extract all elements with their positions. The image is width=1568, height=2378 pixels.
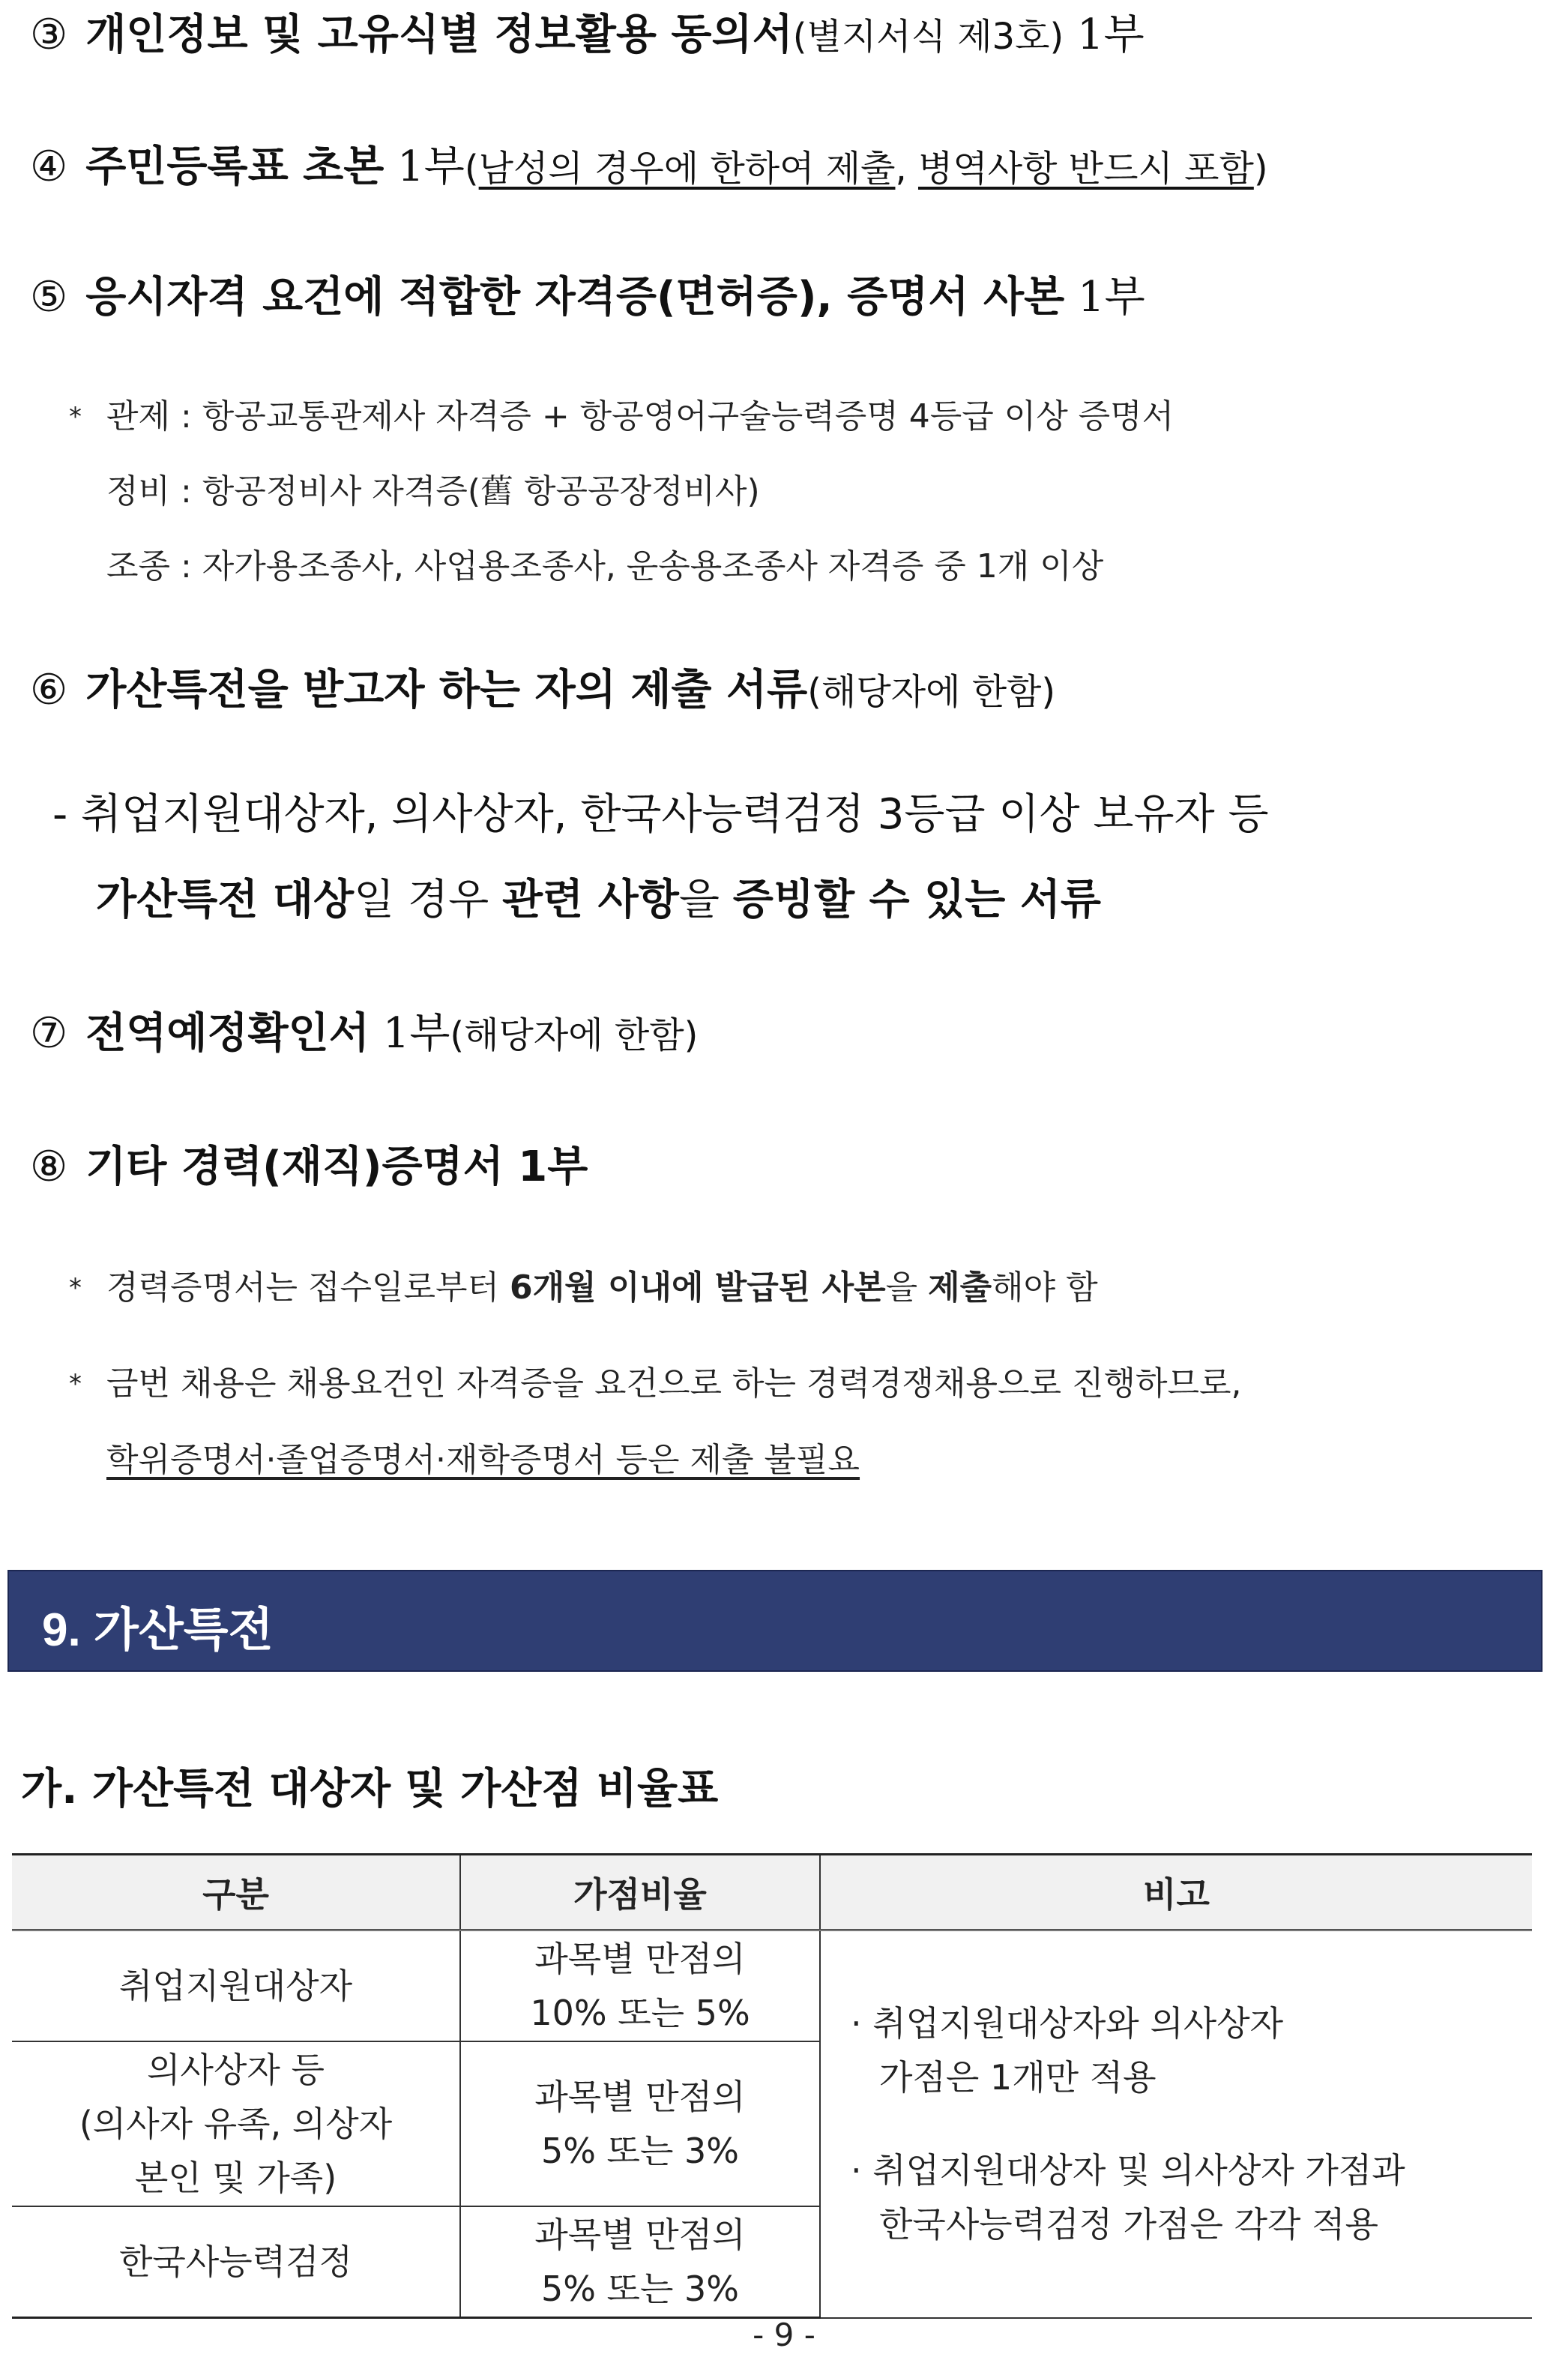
item-number: ⑧ bbox=[30, 1143, 68, 1191]
item-note-underlined: 남성의 경우에 한하여 제출 bbox=[478, 148, 896, 190]
item-title: 가산특전을 받고자 하는 자의 제출 서류 bbox=[85, 666, 808, 714]
page-number: - 9 - bbox=[753, 2317, 815, 2353]
detail-emphasis: 관련 사항 bbox=[501, 876, 679, 924]
subsection-title: 가. 가산특전 대상자 및 가산점 비율표 bbox=[21, 1765, 719, 1813]
item-count: 1부 bbox=[1064, 10, 1145, 59]
detail-text: 일 경우 bbox=[354, 876, 502, 924]
item-note-sep: , bbox=[895, 148, 918, 190]
detail-emphasis: 가산특전 대상 bbox=[96, 876, 355, 924]
note-emphasis: 6개월 이내에 발급된 사본 bbox=[510, 1268, 886, 1307]
item-note-open: ( bbox=[464, 148, 479, 190]
item-title: 기타 경력(재직)증명서 1부 bbox=[85, 1143, 588, 1191]
item-number: ⑦ bbox=[30, 1009, 68, 1058]
rate-cell bbox=[460, 2041, 820, 2206]
item-7 bbox=[30, 1008, 698, 1062]
note-text: 관제 : 항공교통관제사 자격증 + 항공영어구술능력증명 4등급 이상 증명서 bbox=[106, 397, 1175, 436]
category-cell bbox=[12, 1930, 460, 2042]
item-count: 1부 bbox=[1064, 273, 1145, 322]
cell-line: 취업지원대상자 bbox=[118, 1966, 353, 2006]
note-text: 해야 함 bbox=[992, 1268, 1098, 1307]
item-4 bbox=[30, 141, 1268, 195]
cell-line: 한국사능력검정 bbox=[118, 2242, 353, 2282]
detail-text: 을 bbox=[678, 876, 733, 924]
category-cell bbox=[12, 2041, 460, 2206]
note-career-cert bbox=[69, 1267, 1098, 1309]
cell-line: 본인 및 가족) bbox=[134, 2158, 337, 2198]
rate-cell bbox=[460, 1930, 820, 2042]
item-note-close: ) bbox=[1253, 148, 1268, 190]
remark-line: · 취업지원대상자와 의사상자 bbox=[851, 2003, 1284, 2044]
asterisk-mark: * bbox=[69, 1273, 82, 1303]
cell-line: 의사상자 등 bbox=[147, 2050, 325, 2090]
item-note: (해당자에 한함) bbox=[807, 671, 1056, 713]
item-title: 개인정보 및 고유식별 정보활용 동의서 bbox=[85, 10, 793, 59]
item-number: ③ bbox=[30, 10, 68, 59]
note-text: 경력증명서는 접수일로부터 bbox=[106, 1268, 510, 1307]
item-8 bbox=[30, 1141, 588, 1193]
item-5 bbox=[30, 271, 1145, 324]
item-note: (별지서식 제3호) bbox=[792, 16, 1064, 58]
asterisk-mark: * bbox=[69, 402, 82, 432]
table-row bbox=[12, 1930, 1532, 2042]
asterisk-mark: * bbox=[69, 1369, 82, 1399]
cell-line: (의사자 유족, 의상자 bbox=[79, 2104, 393, 2144]
item-title: 전역예정확인서 bbox=[85, 1009, 370, 1058]
item-note-underlined: 병역사항 반드시 포함 bbox=[917, 148, 1254, 190]
item-count: 1부 bbox=[369, 1009, 450, 1058]
note-text: 금번 채용은 채용요건인 자격증을 요건으로 하는 경력경쟁채용으로 진행하므로, bbox=[106, 1364, 1242, 1403]
remark-line: 가점은 1개만 적용 bbox=[879, 2057, 1157, 2098]
item-6 bbox=[30, 664, 1055, 718]
category-cell bbox=[12, 2206, 460, 2318]
cell-line: 과목별 만점의 bbox=[534, 2215, 746, 2255]
rate-cell bbox=[460, 2206, 820, 2318]
item-6-detail-line1: - 취업지원대상자, 의사상자, 한국사능력검정 3등급 이상 보유자 등 bbox=[52, 790, 1269, 839]
note-license-maint: 정비 : 항공정비사 자격증(舊 항공공장정비사) bbox=[106, 472, 760, 511]
item-count: 1부 bbox=[384, 142, 465, 191]
column-header: 비고 bbox=[820, 1855, 1532, 1930]
cell-line: 10% 또는 5% bbox=[530, 1993, 750, 2033]
note-text: 을 bbox=[885, 1268, 929, 1307]
item-number: ⑥ bbox=[30, 666, 68, 714]
cell-line: 과목별 만점의 bbox=[534, 2077, 746, 2117]
note-license-atc bbox=[69, 396, 1174, 438]
item-3 bbox=[30, 9, 1145, 63]
remark-cell bbox=[820, 1930, 1532, 2318]
section-title: 9. 가산특전 bbox=[42, 1604, 274, 1656]
item-title: 응시자격 요건에 적합한 자격증(면허증), 증명서 사본 bbox=[85, 273, 1065, 322]
note-emphasis: 제출 bbox=[928, 1268, 992, 1307]
cell-line: 5% 또는 3% bbox=[540, 2131, 740, 2171]
cell-line: 과목별 만점의 bbox=[534, 1939, 746, 1979]
item-number: ⑤ bbox=[30, 273, 68, 322]
detail-emphasis: 증빙할 수 있는 서류 bbox=[732, 876, 1102, 924]
item-number: ④ bbox=[30, 142, 68, 191]
note-license-pilot: 조종 : 자가용조종사, 사업용조종사, 운송용조종사 자격증 중 1개 이상 bbox=[106, 547, 1104, 586]
item-note: (해당자에 한함) bbox=[450, 1014, 699, 1056]
section-header-bar bbox=[7, 1570, 1543, 1672]
table-header-row bbox=[12, 1855, 1532, 1930]
remark-line: · 취업지원대상자 및 의사상자 가점과 bbox=[851, 2150, 1405, 2191]
note-recruitment bbox=[69, 1363, 1242, 1405]
column-header: 가점비율 bbox=[460, 1855, 820, 1930]
item-title: 주민등록표 초본 bbox=[85, 142, 385, 191]
note-recruitment-line2: 학위증명서·졸업증명서·재학증명서 등은 제출 불필요 bbox=[106, 1441, 860, 1479]
column-header: 구분 bbox=[12, 1855, 460, 1930]
bonus-rate-table bbox=[12, 1853, 1532, 2319]
cell-line: 5% 또는 3% bbox=[540, 2269, 740, 2309]
remark-line: 한국사능력검정 가점은 각각 적용 bbox=[879, 2204, 1378, 2245]
item-6-detail-line2 bbox=[96, 874, 1101, 927]
